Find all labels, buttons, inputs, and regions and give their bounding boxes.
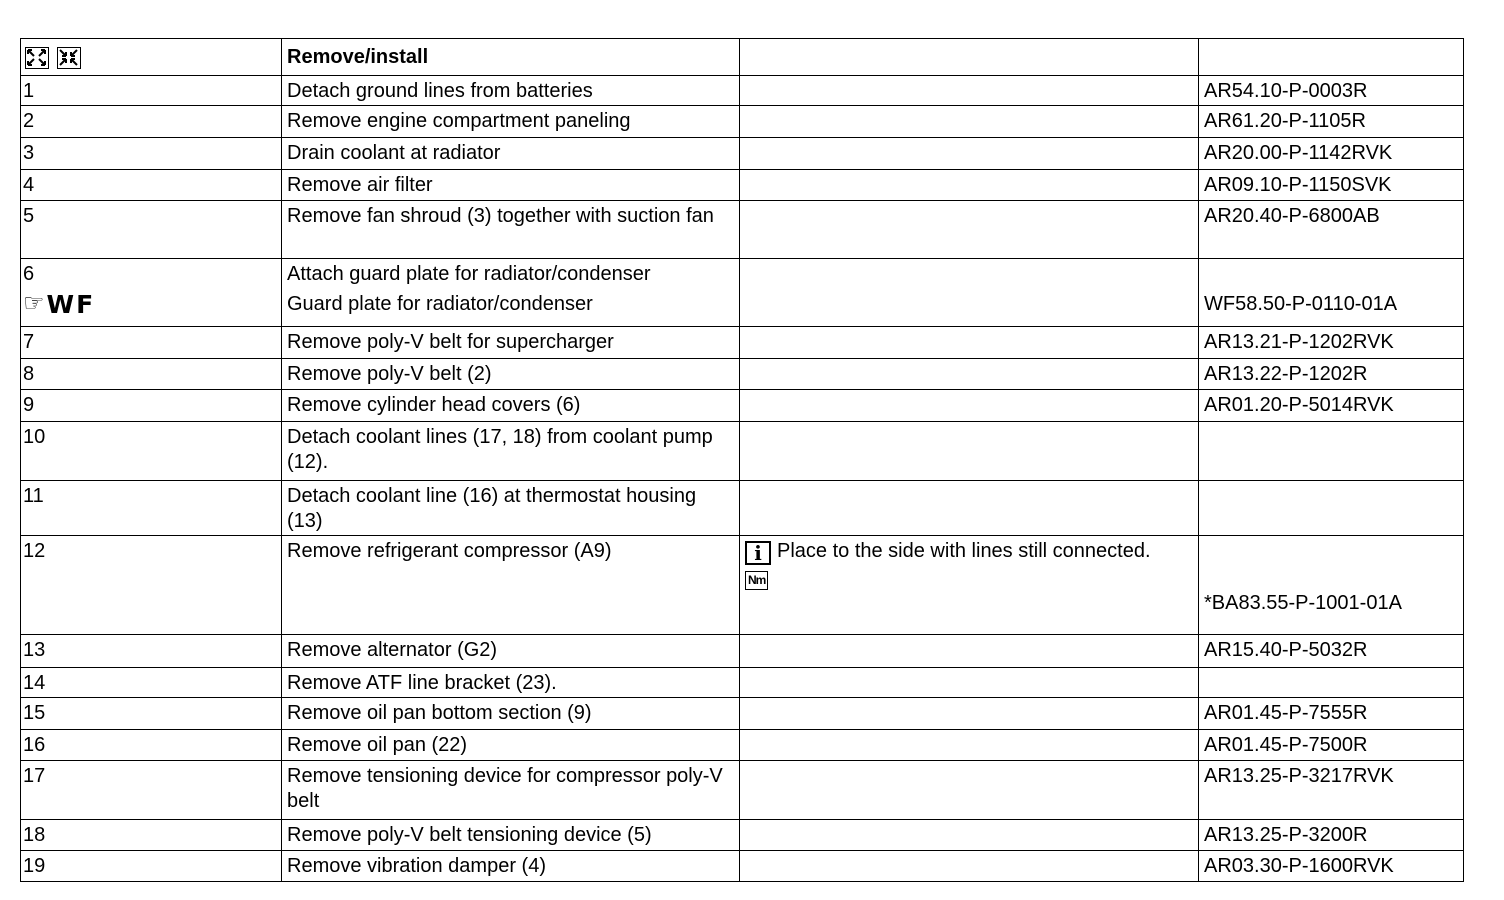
step-ref-link[interactable]: AR13.25-P-3200R <box>1199 820 1464 851</box>
expand-all-icon[interactable] <box>25 47 49 69</box>
step-text: Remove engine compartment paneling <box>282 106 740 138</box>
step-number-cell <box>21 259 282 327</box>
step-text: Detach ground lines from batteries <box>282 76 740 106</box>
step-number: 19 <box>21 851 282 882</box>
step-notes <box>740 76 1199 106</box>
table-row <box>21 106 1464 138</box>
step-ref-link[interactable] <box>1199 422 1464 481</box>
table-row <box>21 761 1464 820</box>
step-notes <box>740 820 1199 851</box>
step-number: 16 <box>21 730 282 761</box>
step-notes <box>740 635 1199 668</box>
table-row <box>21 359 1464 390</box>
wf-label: WF <box>46 289 96 319</box>
step-text: Remove tensioning device for compressor poly-V belt <box>282 761 740 820</box>
step-number: 7 <box>21 327 282 359</box>
table-row <box>21 76 1464 106</box>
step-notes <box>740 730 1199 761</box>
step-notes <box>740 201 1199 259</box>
table-row <box>21 481 1464 536</box>
step-ref-link[interactable]: AR01.20-P-5014RVK <box>1199 390 1464 422</box>
step-notes <box>740 851 1199 882</box>
step-ref-link[interactable] <box>1199 481 1464 536</box>
step-text: Remove poly-V belt for supercharger <box>282 327 740 359</box>
step-ref-link[interactable]: AR20.40-P-6800AB <box>1199 201 1464 259</box>
table-row <box>21 820 1464 851</box>
step-ref-cell <box>1199 536 1464 635</box>
step-number: 5 <box>21 201 282 259</box>
table-row <box>21 635 1464 668</box>
step-number: 10 <box>21 422 282 481</box>
step-number: 1 <box>21 76 282 106</box>
step-number: 13 <box>21 635 282 668</box>
table-row <box>21 327 1464 359</box>
step-notes <box>740 327 1199 359</box>
step-text: Remove cylinder head covers (6) <box>282 390 740 422</box>
step-number: 2 <box>21 106 282 138</box>
step-text: Attach guard plate for radiator/condenser <box>287 263 651 285</box>
step-notes <box>740 422 1199 481</box>
step-notes <box>740 138 1199 170</box>
step-text: Remove oil pan bottom section (9) <box>282 698 740 730</box>
step-note: Place to the side with lines still connected. <box>777 540 1151 562</box>
step-number: 4 <box>21 170 282 201</box>
step-text: Remove vibration damper (4) <box>282 851 740 882</box>
step-number: 15 <box>21 698 282 730</box>
table-row <box>21 201 1464 259</box>
step-notes <box>740 390 1199 422</box>
header-icons-cell <box>21 39 282 76</box>
step-ref-link[interactable]: AR20.00-P-1142RVK <box>1199 138 1464 170</box>
header-title: Remove/install <box>282 39 740 76</box>
torque-nm-icon[interactable]: Nm <box>745 571 768 590</box>
header-notes-cell <box>740 39 1199 76</box>
table-row <box>21 536 1464 635</box>
workshop-reference-link[interactable] <box>23 291 279 317</box>
table-row <box>21 390 1464 422</box>
step-ref-link[interactable] <box>1199 668 1464 698</box>
step-ref-link[interactable]: *BA83.55-P-1001-01A <box>1204 592 1402 614</box>
step-notes <box>740 698 1199 730</box>
step-text: Remove air filter <box>282 170 740 201</box>
step-ref-link[interactable]: AR15.40-P-5032R <box>1199 635 1464 668</box>
step-text: Detach coolant lines (17, 18) from coolant pump (12). <box>282 422 740 481</box>
step-text: Remove fan shroud (3) together with suction fan <box>282 201 740 259</box>
step-text: Remove oil pan (22) <box>282 730 740 761</box>
pointing-hand-icon: ☞ <box>23 290 45 317</box>
step-ref-link[interactable]: AR01.45-P-7555R <box>1199 698 1464 730</box>
step-ref-cell <box>1199 259 1464 327</box>
step-ref-link[interactable]: AR09.10-P-1150SVK <box>1199 170 1464 201</box>
step-ref-link[interactable]: AR13.22-P-1202R <box>1199 359 1464 390</box>
step-text: Remove alternator (G2) <box>282 635 740 668</box>
table-row <box>21 698 1464 730</box>
step-notes <box>740 481 1199 536</box>
step-notes <box>740 259 1199 327</box>
step-number: 8 <box>21 359 282 390</box>
step-number: 14 <box>21 668 282 698</box>
header-ref-cell <box>1199 39 1464 76</box>
step-number: 11 <box>21 481 282 536</box>
step-ref-link[interactable]: AR01.45-P-7500R <box>1199 730 1464 761</box>
step-number: 12 <box>21 536 282 635</box>
note-block <box>745 539 1196 565</box>
step-notes <box>740 761 1199 820</box>
step-number: 17 <box>21 761 282 820</box>
step-subtext: Guard plate for radiator/condenser <box>287 293 593 315</box>
step-ref-link[interactable]: AR13.25-P-3217RVK <box>1199 761 1464 820</box>
step-number: 6 <box>23 263 35 285</box>
info-icon[interactable]: i <box>745 541 771 565</box>
step-ref-link[interactable]: WF58.50-P-0110-01A <box>1204 293 1398 315</box>
table-row <box>21 170 1464 201</box>
step-text: Remove ATF line bracket (23). <box>282 668 740 698</box>
table-row <box>21 422 1464 481</box>
step-notes <box>740 359 1199 390</box>
table-row <box>21 668 1464 698</box>
step-notes <box>740 170 1199 201</box>
step-text: Drain coolant at radiator <box>282 138 740 170</box>
step-notes-cell <box>740 536 1199 635</box>
step-notes <box>740 106 1199 138</box>
step-notes <box>740 668 1199 698</box>
step-number: 9 <box>21 390 282 422</box>
table-row <box>21 730 1464 761</box>
table-row <box>21 138 1464 170</box>
step-text: Remove refrigerant compressor (A9) <box>282 536 740 635</box>
step-ref-link[interactable]: AR54.10-P-0003R <box>1199 76 1464 106</box>
step-text: Remove poly-V belt tensioning device (5) <box>282 820 740 851</box>
step-number: 3 <box>21 138 282 170</box>
table-header-row <box>21 39 1464 76</box>
table-row <box>21 259 1464 327</box>
procedure-table <box>20 38 1464 882</box>
collapse-all-icon[interactable] <box>57 47 81 69</box>
step-ref-link[interactable]: AR03.30-P-1600RVK <box>1199 851 1464 882</box>
step-text: Detach coolant line (16) at thermostat housing (13) <box>282 481 740 536</box>
step-ref-link[interactable]: AR13.21-P-1202RVK <box>1199 327 1464 359</box>
step-ref-link[interactable]: AR61.20-P-1105R <box>1199 106 1464 138</box>
table-row <box>21 851 1464 882</box>
step-text-cell <box>282 259 740 327</box>
step-text: Remove poly-V belt (2) <box>282 359 740 390</box>
step-number: 18 <box>21 820 282 851</box>
